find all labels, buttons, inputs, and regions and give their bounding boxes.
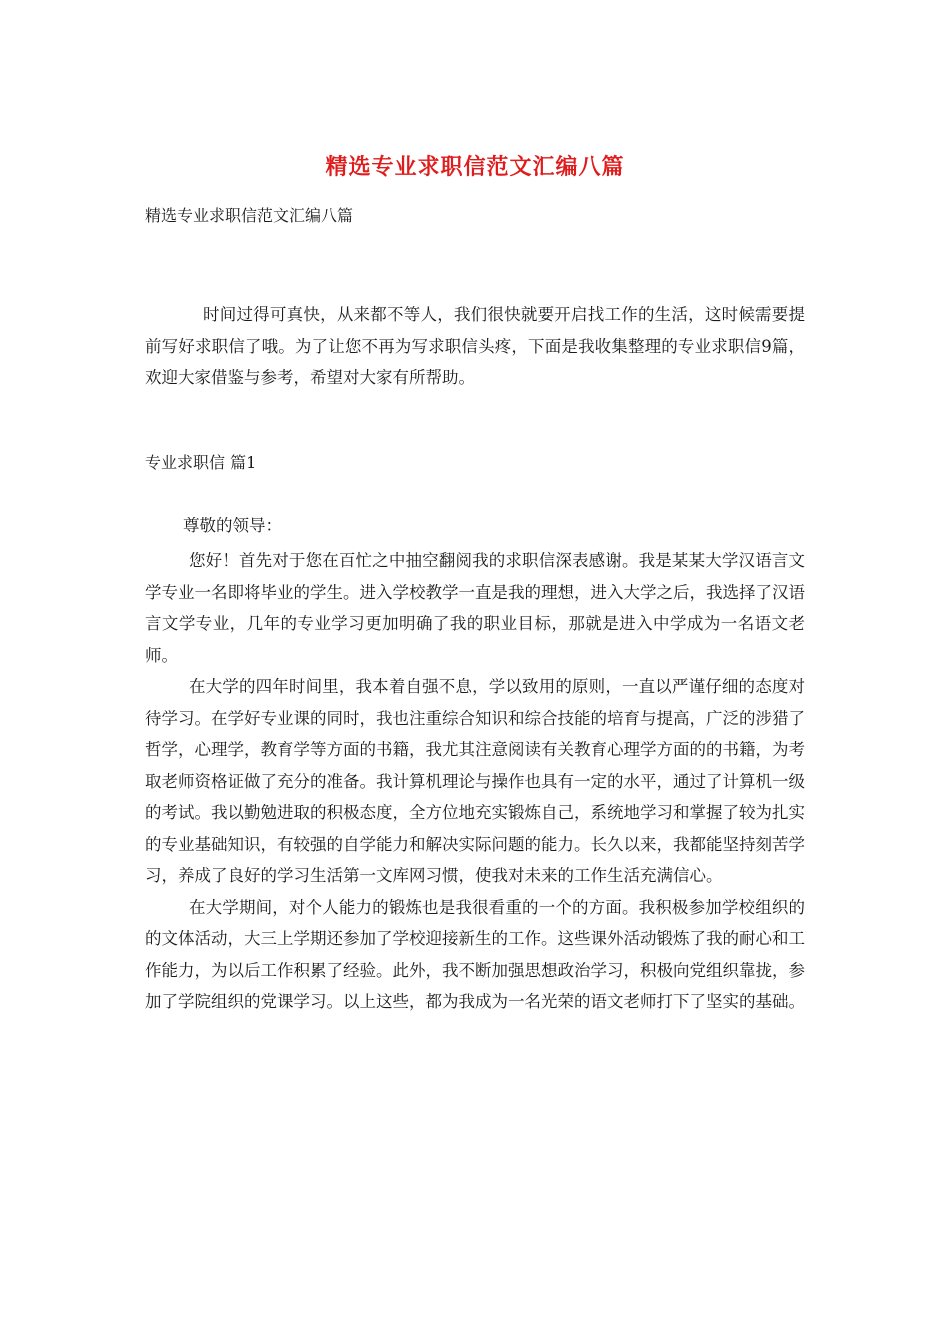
letter-paragraph: 您好！首先对于您在百忙之中抽空翻阅我的求职信深表感谢。我是某某大学汉语言文学专业一名即将毕业的学生。进入学校教学一直是我的理想，进入大学之后，我选择了汉语言文学专业，几年的专业学习更加明确了我的职业目标，那就是进入中学成为一名语文老师。 [145,551,805,665]
document-title: 精选专业求职信范文汇编八篇 [325,154,625,180]
letter-paragraph: 在大学的四年时间里，我本着自强不息，学以致用的原则，一直以严谨仔细的态度对待学习。在学好专业课的同时，我也注重综合知识和综合技能的培育与提高，广泛的涉猎了哲学，心理学，教育学等方面的书籍，我尤其注意阅读有关教育心理学方面的的书籍，为考取老师资格证做了充分的准备。我计算机理论与操作也具有一定的水平，通过了计算机一级的考试。我以勤勉进取的积极态度，全方位地充实锻炼自己，系统地学习和掌握了较为扎实的专业基础知识，有较强的自学能力和解决实际问题的能力。长久以来，我都能坚持刻苦学习，养成了良好的学习生活第一文库网习惯，使我对未来的工作生活充满信心。 [145,677,805,885]
section-heading: 专业求职信 篇1 [145,453,257,472]
document-subtitle: 精选专业求职信范文汇编八篇 [145,206,354,225]
letter-body [145,545,805,1018]
letter-paragraph: 在大学期间，对个人能力的锻炼也是我很看重的一个的方面。我积极参加学校组织的的文体活动，大三上学期还参加了学校迎接新生的工作。这些课外活动锻炼了我的耐心和工作能力，为以后工作积累了经验。此外，我不断加强思想政治学习，积极向党组织靠拢，参加了学院组织的党课学习。以上这些，都为我成为一名光荣的语文老师打下了坚实的基础。 [145,897,805,1011]
letter-greeting: 尊敬的领导： [183,516,282,535]
intro-paragraph: 时间过得可真快，从来都不等人，我们很快就要开启找工作的生活，这时候需要提前写好求职信了哦。为了让您不再为写求职信头疼，下面是我收集整理的专业求职信9篇，欢迎大家借鉴与参考，希望对大家有所帮助。 [145,305,805,387]
